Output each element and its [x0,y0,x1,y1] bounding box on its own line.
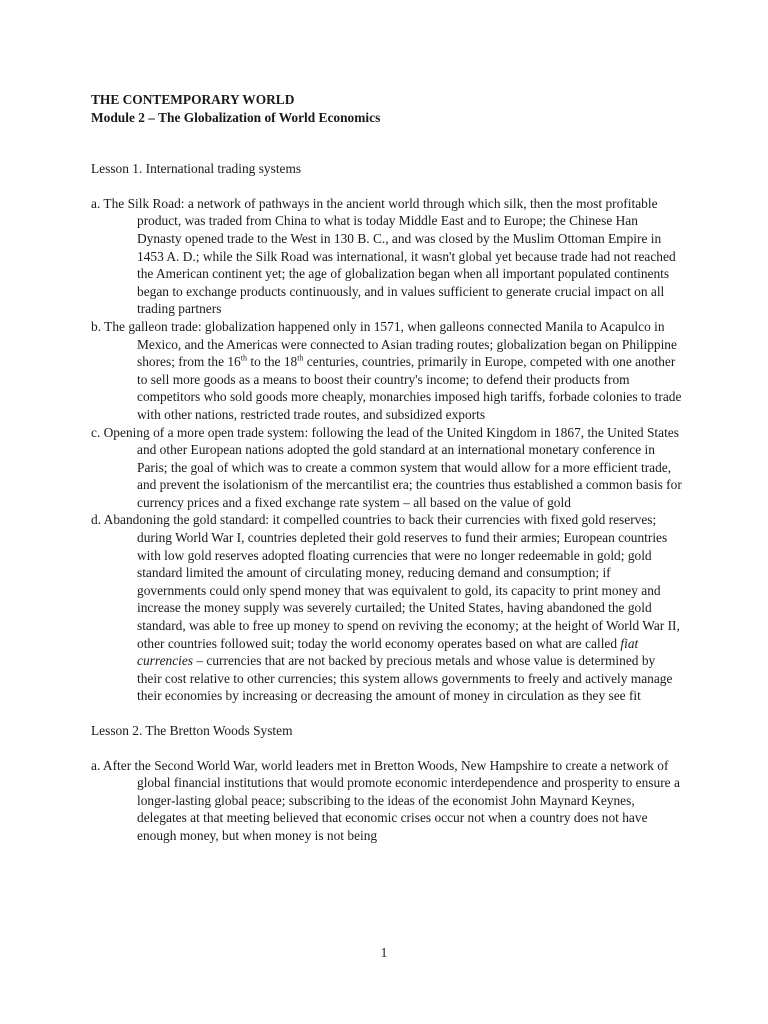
section-spacer [91,705,683,722]
lesson-2-item-a-bretton-woods: a. After the Second World War, world leaders met in Bretton Woods, New Hampshire to create a network of global financial institutions that would promote economic interdependence and prosperity to ensure a longer-lasting global peace; subscribing to the ideas of the economist John Maynard Keynes, delegates at that meeting believed that economic crises occur not when a country does not have enough money, but when money is not being [91,757,680,843]
item-b-text-end: centuries, countries, primarily in Europe, competed with one another to sell more goods as a means to boost their country's income; to defend their products from competitors who sold goods more cheaply, monarchies imposed high tariffs, forbade colonies to trade with other nations, restricted trade routes, and subsidized exports [137,354,682,422]
fiat-currencies-term: fiat currencies [137,635,639,669]
ordinal-superscript: th [297,353,304,363]
ordinal-superscript: th [240,353,247,363]
item-b-text-middle: to the 18 [247,354,298,370]
page-number: 1 [380,945,388,960]
lesson-1-heading: Lesson 1. International trading systems [91,161,302,177]
page-content [91,91,683,845]
item-d-text-end: – currencies that are not backed by precious metals and whose value is determined by their cost relative to other currencies; this system allows governments to freely and actively manage their economies by increasing or decreasing the amount of money in circulation as they see fit [137,653,673,704]
lesson-1-item-a-silk-road: a. The Silk Road: a network of pathways in the ancient world through which silk, then the most profitable product, was traded from China to what is today Middle East and to Europe; the Chinese Han Dynasty opened trade to the West in 130 B. C., and was closed by the Muslim Ottoman Empire in 1453 A. D.; while the Silk Road was international, it wasn't global yet because trade had not reached the American continent yet; the age of globalization began when all important populated continents began to exchange products continuously, and in values sufficient to generate crucial impact on all trading partners [91,195,676,317]
lesson-1-item-b-galleon-trade [91,318,683,424]
item-d-text-start: d. Abandoning the gold standard: it compelled countries to back their currencies with fixed gold reserves; during World War I, countries depleted their gold reserves to fund their armies; European countries with low gold reserves adopted floating currencies that were no longer redeemable in gold; gold standard limited the amount of circulating money, reducing demand and consumption; if governments could only spend money that was equivalent to gold, its capacity to print money and increase the money supply was severely curtailed; the United States, having abandoned the gold standard, was able to free up money to spend on reviving the economy; at the height of World War II, other countries followed suit; today the world economy operates based on what are called [91,512,680,651]
document-title: THE CONTEMPORARY WORLD [91,92,295,107]
item-b-text-start: b. The galleon trade: globalization happened only in 1571, when galleons connected Manila to Acapulco in Mexico, and the Americas were connected to Asian trading routes; globalization began on Philippine shores; from the 16 [91,318,677,370]
lesson-1-item-d-gold-standard [91,511,683,705]
lesson-2-heading: Lesson 2. The Bretton Woods System [91,723,293,738]
module-subtitle: Module 2 – The Globalization of World Economics [91,109,381,125]
lesson-1-item-c-open-trade: c. Opening of a more open trade system: following the lead of the United Kingdom in 1867, the United States and other European nations adopted the gold standard at an international monetary conference in Paris; the goal of which was to create a common system that would allow for a more efficient trade, and prevent the isolationism of the mercantilist era; the countries thus established a common basis for currency prices and a fixed exchange rate system – all based on the value of gold [91,424,682,510]
